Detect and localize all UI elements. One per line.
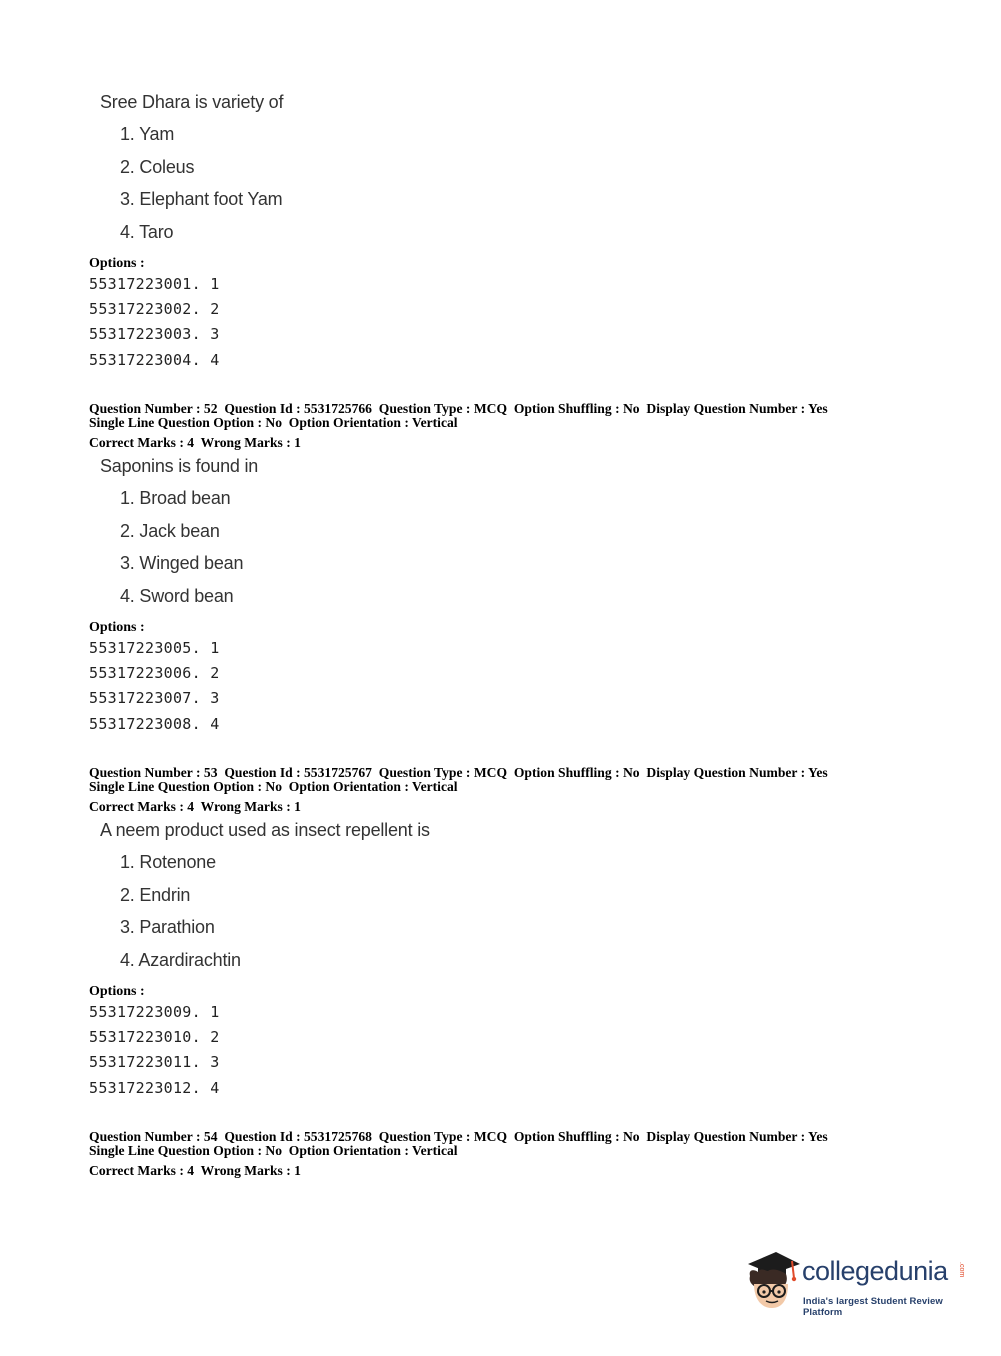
question-51-text: Sree Dhara is variety of	[100, 92, 284, 112]
question-52-option-1: 55317223005. 1	[89, 639, 220, 657]
question-52-marks: Correct Marks : 4 Wrong Marks : 1	[89, 435, 301, 450]
collegedunia-logo	[742, 1250, 972, 1318]
question-53-choice-4: 4. Azardirachtin	[120, 950, 241, 970]
question-52-choice-3: 3. Winged bean	[120, 553, 244, 573]
question-54-meta-line-2: Single Line Question Option : No Option Orientation : Vertical	[89, 1143, 458, 1158]
graduate-mascot-icon	[742, 1250, 802, 1312]
question-52-option-4: 55317223008. 4	[89, 715, 220, 733]
question-54-meta-line-1: Question Number : 54 Question Id : 5531725768 Question Type : MCQ Option Shuffling : No Display Question Number : Yes	[89, 1129, 828, 1144]
question-53-option-1: 55317223009. 1	[89, 1003, 220, 1021]
question-51-option-2: 55317223002. 2	[89, 300, 220, 318]
question-51-choice-3: 3. Elephant foot Yam	[120, 189, 283, 209]
question-53-option-4: 55317223012. 4	[89, 1079, 220, 1097]
question-53-choice-1: 1. Rotenone	[120, 852, 216, 872]
question-52-options-label: Options :	[89, 620, 145, 635]
question-51-choice-2: 2. Coleus	[120, 157, 195, 177]
question-52-text: Saponins is found in	[100, 456, 259, 476]
question-53-options-label: Options :	[89, 984, 145, 999]
question-52-option-3: 55317223007. 3	[89, 689, 220, 707]
question-52-meta-line-2: Single Line Question Option : No Option Orientation : Vertical	[89, 415, 458, 430]
question-53-option-3: 55317223011. 3	[89, 1053, 220, 1071]
question-53-text: A neem product used as insect repellent is	[100, 820, 430, 840]
logo-tagline: India's largest Student Review Platform	[803, 1296, 943, 1318]
question-51-choice-1: 1. Yam	[120, 124, 175, 144]
logo-domain-suffix: .com	[958, 1262, 965, 1278]
question-54-marks: Correct Marks : 4 Wrong Marks : 1	[89, 1163, 301, 1178]
question-51-option-4: 55317223004. 4	[89, 351, 220, 369]
question-53-choice-3: 3. Parathion	[120, 917, 215, 937]
logo-wordmark: collegedunia	[802, 1256, 948, 1286]
question-53-meta-line-2: Single Line Question Option : No Option Orientation : Vertical	[89, 779, 458, 794]
question-51-option-1: 55317223001. 1	[89, 275, 220, 293]
question-53-choice-2: 2. Endrin	[120, 885, 191, 905]
question-52-choice-2: 2. Jack bean	[120, 521, 220, 541]
question-51-choice-4: 4. Taro	[120, 222, 174, 242]
question-53-marks: Correct Marks : 4 Wrong Marks : 1	[89, 799, 301, 814]
question-52-meta-line-1: Question Number : 52 Question Id : 5531725766 Question Type : MCQ Option Shuffling : No Display Question Number : Yes	[89, 401, 828, 416]
question-52-option-2: 55317223006. 2	[89, 664, 220, 682]
question-51-options-label: Options :	[89, 256, 145, 271]
question-53-option-2: 55317223010. 2	[89, 1028, 220, 1046]
question-52-choice-4: 4. Sword bean	[120, 586, 234, 606]
question-53-meta-line-1: Question Number : 53 Question Id : 5531725767 Question Type : MCQ Option Shuffling : No Display Question Number : Yes	[89, 765, 828, 780]
question-52-choice-1: 1. Broad bean	[120, 488, 231, 508]
question-51-option-3: 55317223003. 3	[89, 325, 220, 343]
